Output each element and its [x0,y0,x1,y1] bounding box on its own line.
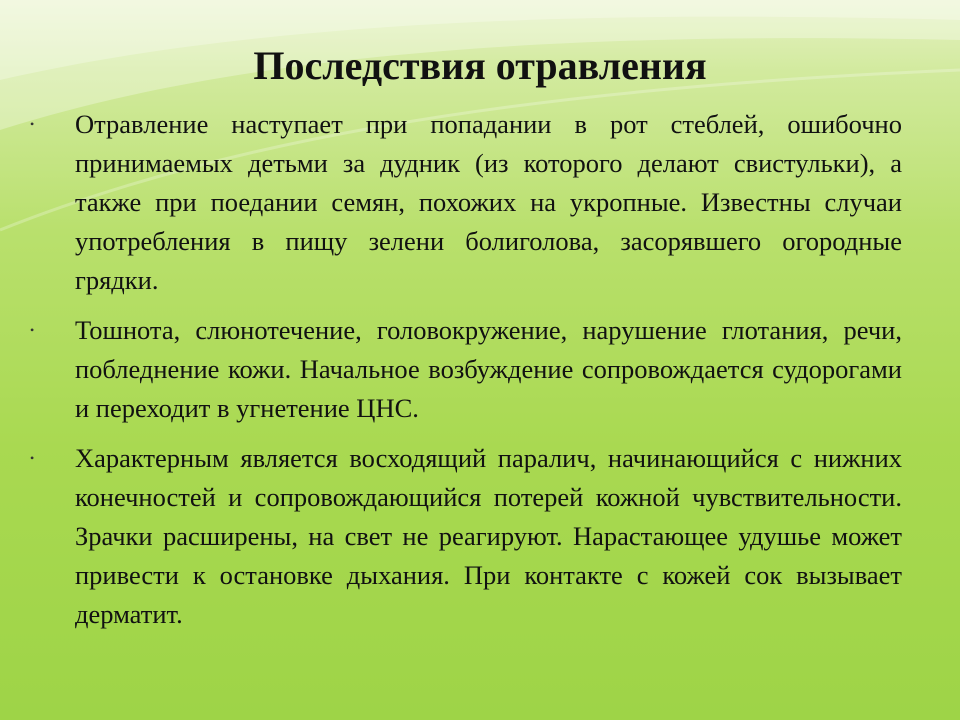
bullet-dot-icon: • [30,323,35,337]
bullet-item-3 [30,439,902,634]
bullet-item-1 [30,105,902,300]
bullet-dot-icon: • [30,451,35,465]
bullet-item-2 [30,311,902,428]
bullet-list [30,105,902,645]
bullet-dot-icon: • [30,117,35,131]
slide-title: Последствия отравления [253,43,707,88]
bullet-text-3: Характерным является восходящий паралич, начинающийся с нижних конечностей и сопровождающийся потерей кожной чувствительности. Зрачки расширены, на свет не реагируют. Нарастающее удушье может привести к остановке дыхания. При контакте с кожей сок вызывает дерматит. [75,443,902,629]
bullet-text-2: Тошнота, слюнотечение, головокружение, нарушение глотания, речи, побледнение кожи. Начальное возбуждение сопровождается судорогами и переходит в угнетение ЦНС. [75,315,902,423]
bullet-text-1: Отравление наступает при попадании в рот стеблей, ошибочно принимаемых детьми за дудник (из которого делают свистульки), а также при поедании семян, похожих на укропные. Известны случаи употребления в пищу зелени болиголова, засорявшего огородные грядки. [75,109,902,295]
